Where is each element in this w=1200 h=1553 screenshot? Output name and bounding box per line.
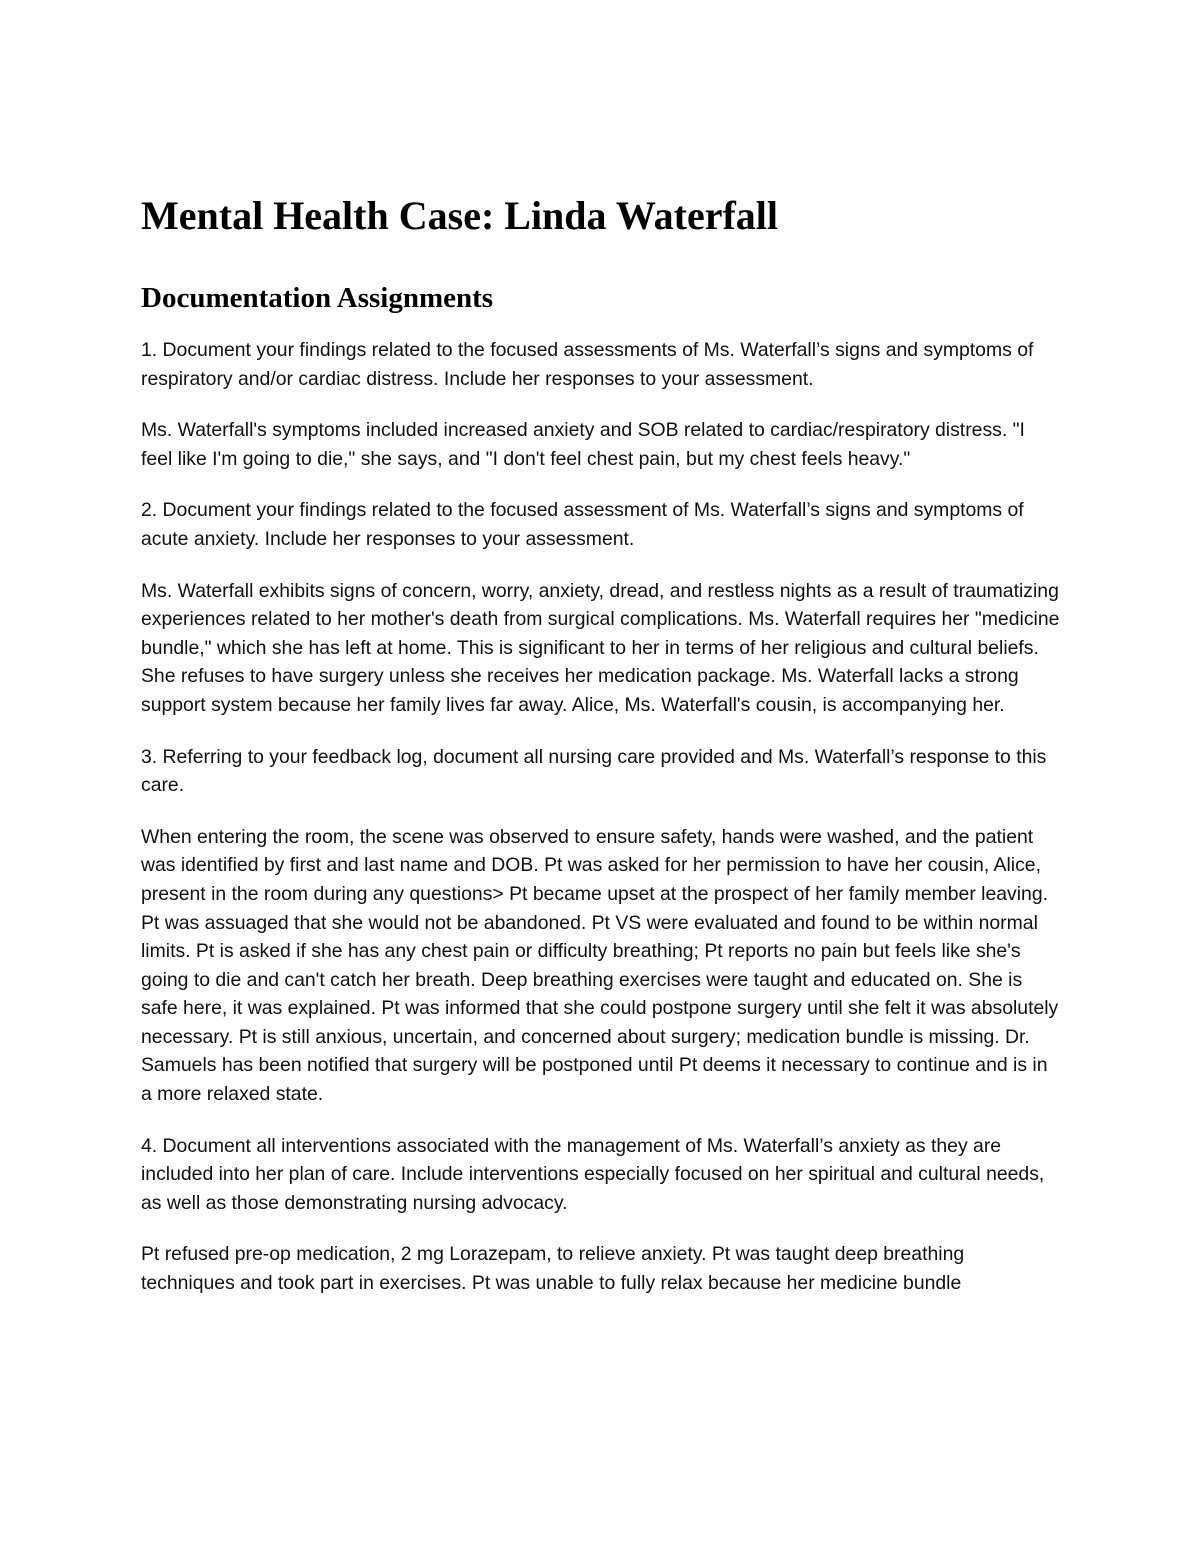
question-3: 3. Referring to your feedback log, document all nursing care provided and Ms. Waterfall’s response to this care. bbox=[141, 745, 1047, 797]
answer-3: When entering the room, the scene was observed to ensure safety, hands were washed, and the patient was identified by first and last name and DOB. Pt was asked for her permission to have her cousin, Alice, present in the room during any questions> Pt became upset at the prospect of her family member leaving. Pt was assuaged that she would not be abandoned. Pt VS were evaluated and found to be within normal limits. Pt is asked if she has any chest pain or difficulty breathing; Pt reports no pain but feels like she's going to die and can't catch her breath. Deep breathing exercises were taught and educated on. She is safe here, it was explained. Pt was informed that she could postpone surgery until she felt it was absolutely necessary. Pt is still anxious, uncertain, and concerned about surgery; medication bundle is missing. Dr. Samuels has been notified that surgery will be postponed until Pt deems it necessary to continue and is in a more relaxed state. bbox=[141, 825, 1059, 1106]
answer-2: Ms. Waterfall exhibits signs of concern, worry, anxiety, dread, and restless nights as a result of traumatizing experiences related to her mother's death from surgical complications. Ms. Waterfall requires her "medicine bundle," which she has left at home. This is significant to her in terms of her religious and cultural beliefs. She refuses to have surgery unless she receives her medication package. Ms. Waterfall lacks a strong support system because her family lives far away. Alice, Ms. Waterfall's cousin, is accompanying her. bbox=[141, 579, 1060, 716]
document-title: Mental Health Case: Linda Waterfall bbox=[141, 193, 778, 238]
answer-4: Pt refused pre-op medication, 2 mg Lorazepam, to relieve anxiety. Pt was taught deep breathing techniques and took part in exercises. Pt was unable to fully relax because her medicine bundle bbox=[141, 1243, 965, 1295]
question-4: 4. Document all interventions associated with the management of Ms. Waterfall’s anxiety as they are included into her plan of care. Include interventions especially focused on her spiritual and cultural needs, as well as those demonstrating nursing advocacy. bbox=[141, 1134, 1045, 1214]
answer-1: Ms. Waterfall's symptoms included increased anxiety and SOB related to cardiac/respiratory distress. "I feel like I'm going to die," she says, and "I don't feel chest pain, but my chest feels heavy." bbox=[141, 419, 1025, 470]
question-1: 1. Document your findings related to the focused assessments of Ms. Waterfall’s signs and symptoms of respiratory and/or cardiac distress. Include her responses to your assessment. bbox=[141, 339, 1034, 390]
question-2: 2. Document your findings related to the focused assessment of Ms. Waterfall’s signs and symptoms of acute anxiety. Include her responses to your assessment. bbox=[141, 499, 1024, 550]
section-heading: Documentation Assignments bbox=[141, 282, 494, 314]
document-page bbox=[141, 192, 1061, 1321]
